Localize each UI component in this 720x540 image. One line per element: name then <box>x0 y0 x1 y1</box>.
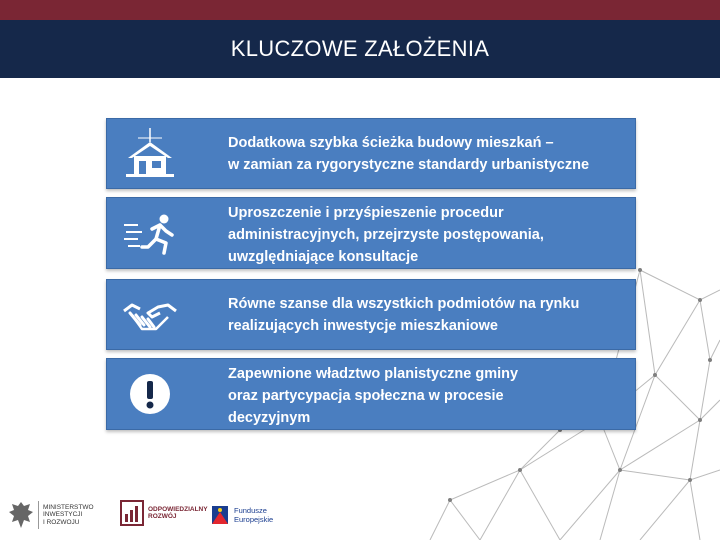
exclamation-icon <box>107 359 193 429</box>
card-text: Równe szanse dla wszystkich podmiotów na rynku realizujących inwestycje mieszkaniowe <box>228 295 580 334</box>
feature-card-1 <box>106 118 636 189</box>
handshake-icon <box>107 280 193 349</box>
eu-funds-logo <box>210 504 273 526</box>
feature-card-3 <box>106 279 636 350</box>
report-logo <box>120 500 208 526</box>
report-logo-text: ODPOWIEDZIALNY ROZWÓJ <box>148 505 208 520</box>
runner-icon <box>107 198 193 268</box>
eu-funds-logo-text: Fundusze Europejskie <box>234 506 274 524</box>
eu-funds-icon <box>210 504 230 526</box>
feature-card-2 <box>106 197 636 269</box>
card-text: Zapewnione władztwo planistyczne gminy oraz partycypacja społeczna w procesie decyzyjnym <box>228 366 519 426</box>
feature-card-4 <box>106 358 636 430</box>
slide-title: KLUCZOWE ZAŁOŻENIA <box>230 36 490 61</box>
card-text: Dodatkowa szybka ścieżka budowy mieszkań – w zamian za rygorystyczne standardy urbanistyczne <box>228 134 590 173</box>
report-chart-icon <box>120 500 144 526</box>
ministry-logo <box>8 500 94 530</box>
card-text: Uproszczenie i przyśpieszenie procedur administracyjnych, przejrzyste postępowania, uwzględniające konsultacje <box>228 205 544 265</box>
ministry-logo-text: MINISTERSTWO INWESTYCJI I ROZWOJU <box>43 503 94 526</box>
house-icon <box>107 119 193 188</box>
eagle-emblem-icon <box>8 500 34 530</box>
footer-logos <box>0 492 720 540</box>
